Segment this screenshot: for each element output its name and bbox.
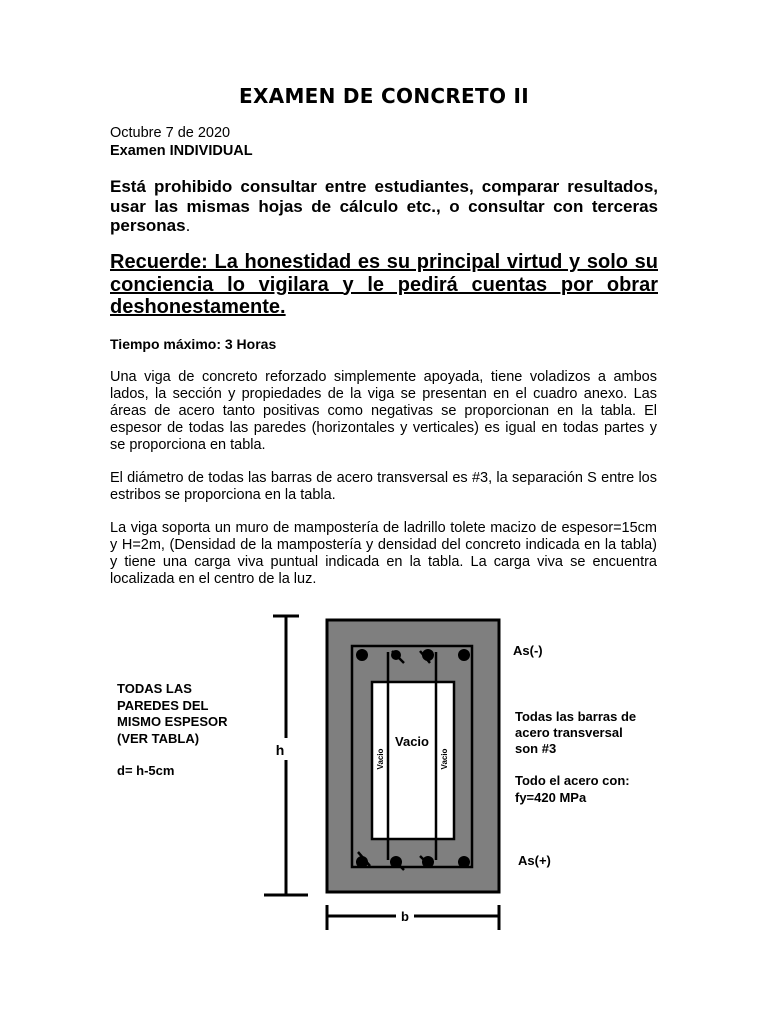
right-note-line: acero transversal	[515, 725, 623, 740]
steel-note-line: Todo el acero con:	[515, 773, 630, 788]
exam-date: Octubre 7 de 2020	[110, 125, 231, 141]
left-note-line: PAREDES DEL	[117, 698, 209, 713]
left-note-line: (VER TABLA)	[117, 731, 200, 746]
problem-paragraph-3: La viga soporta un muro de mampostería de ladrillo tolete macizo de espesor=15cm y H=2m, (Densidad de la mampostería y densidad del concreto indicada en la tabla) y tiene una carga viva puntual indicada en la tabla. La carga viva se encuentra localizada en el centro de la luz.	[110, 520, 657, 587]
exam-title: EXAMEN DE CONCRETO II	[238, 84, 529, 108]
honesty-reminder: Recuerde: La honestidad es su principal virtud y solo su conciencia lo vigilara y le pedirá cuentas por obrar deshonestamente.	[110, 251, 658, 318]
prohibition-notice	[110, 177, 658, 236]
bar	[458, 856, 470, 868]
problem-paragraph-2: El diámetro de todas las barras de acero transversal es #3, la separación S entre los estribos se proporciona en la tabla.	[110, 470, 657, 503]
prohibition-text: Está prohibido consultar entre estudiantes, comparar resultados, usar las mismas hojas de cálculo etc., o consultar con terceras personas	[110, 177, 658, 235]
right-note	[515, 709, 636, 805]
effective-depth-note: d= h-5cm	[117, 763, 175, 778]
bar	[458, 649, 470, 661]
bar	[356, 649, 368, 661]
bar	[422, 856, 434, 868]
void-label: Vacio	[395, 734, 429, 749]
time-limit: Tiempo máximo: 3 Horas	[110, 336, 277, 352]
b-label: b	[401, 909, 409, 924]
prohibition-period: .	[185, 216, 191, 235]
left-note-line: MISMO ESPESOR	[117, 714, 228, 729]
steel-note-line: fy=420 MPa	[515, 790, 587, 805]
right-note-line: son #3	[515, 741, 557, 756]
left-note-line: TODAS LAS	[117, 681, 192, 696]
h-label: h	[275, 742, 285, 758]
right-note-line: Todas las barras de	[515, 709, 637, 724]
left-note	[117, 681, 228, 778]
void-side-label-left: Vacio	[376, 748, 385, 770]
exam-type: Examen INDIVIDUAL	[110, 143, 253, 159]
negative-steel-label: As(-)	[513, 643, 543, 658]
positive-steel-label: As(+)	[518, 853, 551, 868]
void-side-label-right: Vacio	[440, 748, 449, 770]
beam-section-diagram	[0, 600, 768, 940]
problem-paragraph-1: Una viga de concreto reforzado simplemente apoyada, tiene voladizos a ambos lados, la sección y propiedades de la viga se presentan en el cuadro anexo. Las áreas de acero tanto positivas como negativas se proporcionan en la tabla. El espesor de todas las paredes (horizontales y verticales) es igual en todas partes y se proporciona en tabla.	[110, 369, 657, 453]
